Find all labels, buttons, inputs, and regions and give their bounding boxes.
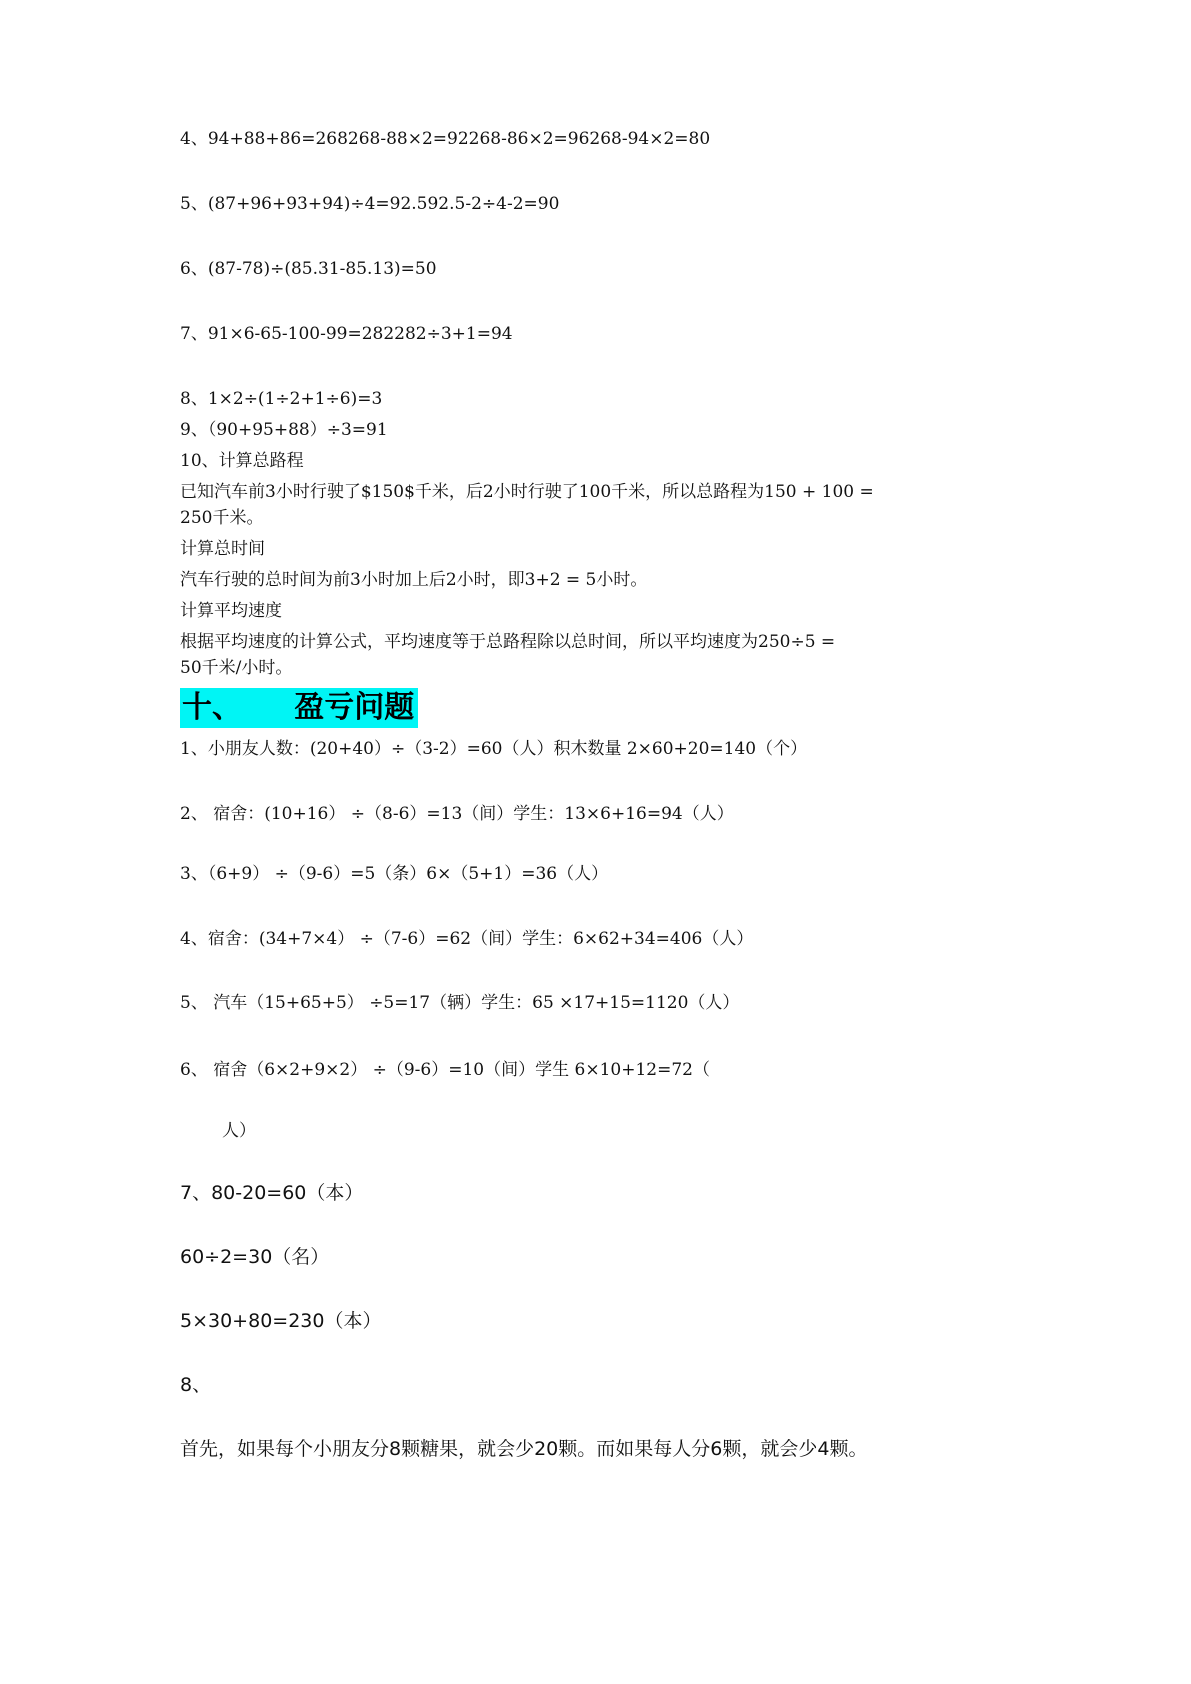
distance-explanation-line2: 250千米。: [180, 508, 264, 528]
profit-loss-answer-8-explanation: 首先，如果每个小朋友分8颗糖果，就会少20颗。而如果每人分6颗，就会少4颗。: [180, 1438, 868, 1460]
average-speed-title: 计算平均速度: [180, 601, 282, 621]
profit-loss-answer-6: 6、 宿舍（6×2+9×2） ÷（9-6）=10（间）学生 6×10+12=72（: [180, 1060, 710, 1080]
profit-loss-answer-7-line3: 5×30+80=230（本）: [180, 1310, 382, 1332]
profit-loss-answer-8: 8、: [180, 1374, 212, 1396]
average-speed-explanation-line1: 根据平均速度的计算公式，平均速度等于总路程除以总时间，所以平均速度为250÷5 =: [180, 632, 836, 652]
profit-loss-answer-1: 1、小朋友人数：(20+40）÷（3-2）=60（人）积木数量 2×60+20=140（个）: [180, 739, 808, 759]
answer-line-9: 9、（90+95+88）÷3=91: [180, 420, 388, 440]
answer-line-5: 5、(87+96+93+94)÷4=92.592.5-2÷4-2=90: [180, 194, 560, 214]
profit-loss-answer-4: 4、宿舍：(34+7×4） ÷（7-6）=62（间）学生：6×62+34=406（人）: [180, 929, 754, 949]
profit-loss-answer-3: 3、（6+9） ÷（9-6）=5（条）6×（5+1）=36（人）: [180, 864, 609, 884]
average-speed-explanation-line2: 50千米/小时。: [180, 658, 293, 678]
total-time-explanation: 汽车行驶的总时间为前3小时加上后2小时，即3+2 = 5小时。: [180, 570, 648, 590]
answer-line-4: 4、94+88+86=268268-88×2=92268-86×2=96268-94×2=80: [180, 129, 711, 149]
profit-loss-answer-7-line1: 7、80-20=60（本）: [180, 1182, 364, 1204]
section-heading: 十、 盈亏问题: [180, 688, 418, 728]
distance-explanation-line1: 已知汽车前3小时行驶了$150$千米，后2小时行驶了100千米，所以总路程为150 + 100 =: [180, 482, 874, 502]
profit-loss-answer-5: 5、 汽车（15+65+5） ÷5=17（辆）学生：65 ×17+15=1120（人）: [180, 993, 740, 1013]
answer-line-10-title: 10、计算总路程: [180, 451, 304, 471]
answer-line-7: 7、91×6-65-100-99=282282÷3+1=94: [180, 324, 513, 344]
answer-line-8: 8、1×2÷(1÷2+1÷6)=3: [180, 389, 383, 409]
profit-loss-answer-7-line2: 60÷2=30（名）: [180, 1246, 330, 1268]
profit-loss-answer-2: 2、 宿舍：(10+16） ÷（8-6）=13（间）学生：13×6+16=94（人）: [180, 804, 734, 824]
answer-line-6: 6、(87-78)÷(85.31-85.13)=50: [180, 259, 437, 279]
total-time-title: 计算总时间: [180, 539, 265, 559]
profit-loss-answer-6-cont: 人）: [222, 1121, 256, 1141]
